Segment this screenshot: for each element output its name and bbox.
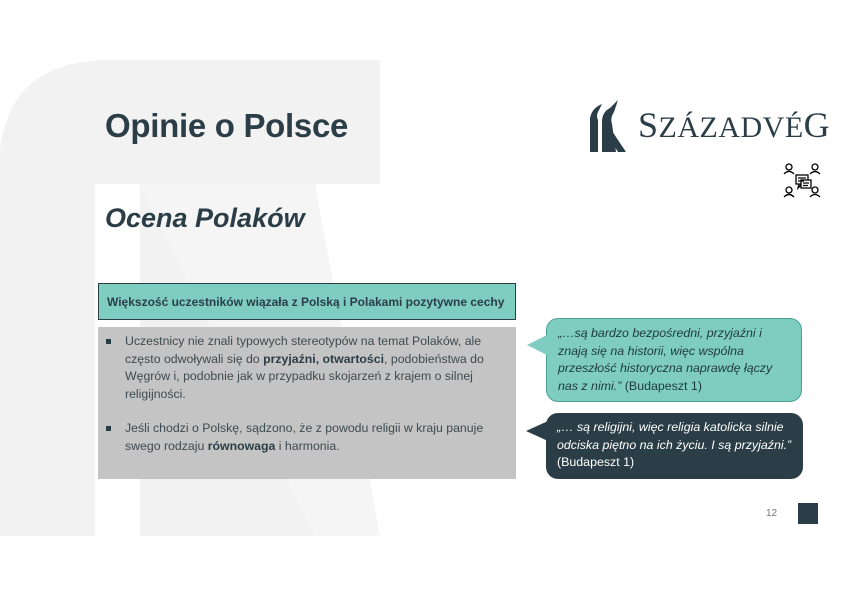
finding-item — [106, 420, 506, 455]
page-subtitle: Ocena Polaków — [105, 203, 305, 233]
page-number: 12 — [766, 508, 778, 519]
quote-text: „…są bardzo bezpośredni, przyjaźni i znają się na historii, więc wspólna przeszłość historyczna naprawdę łączy nas z nimi.” — [558, 326, 773, 393]
szazadveg-logo — [588, 98, 830, 154]
finding-text: Uczestnicy nie znali typowych stereotypów na temat Polaków, ale często odwoływali się do przyjaźni, otwartości, podobieństwa do Węgrów i, podobnie jak w przypadku skojarzeń z krajem o silnej religijności. — [125, 334, 484, 401]
key-finding-headline: Większość uczestników wiązała z Polską i Polakami pozytywne cechy — [98, 283, 516, 320]
quote-source: (Budapeszt 1) — [621, 378, 702, 393]
quote-bubble — [546, 413, 803, 479]
focus-group-icon — [783, 162, 821, 200]
finding-text: Jeśli chodzi o Polskę, sądzono, że z powodu religii w kraju panuje swego rodzaju równowaga i harmonia. — [125, 421, 484, 453]
quote-source: (Budapeszt 1) — [557, 455, 635, 469]
quote-text: „… są religijni, więc religia katolicka silnie odciska piętno na ich życiu. I są przyjaźni.” — [557, 420, 792, 452]
page-title: Opinie o Polsce — [105, 107, 349, 144]
quote-bubble — [546, 318, 802, 402]
square-bullet-icon — [106, 426, 111, 431]
szazadveg-logo-text: SZÁZADVÉG — [638, 104, 831, 145]
finding-item — [106, 333, 506, 403]
page-marker — [798, 503, 818, 524]
szazadveg-logo-icon — [588, 98, 628, 154]
square-bullet-icon — [106, 339, 111, 344]
findings-box — [98, 327, 516, 479]
